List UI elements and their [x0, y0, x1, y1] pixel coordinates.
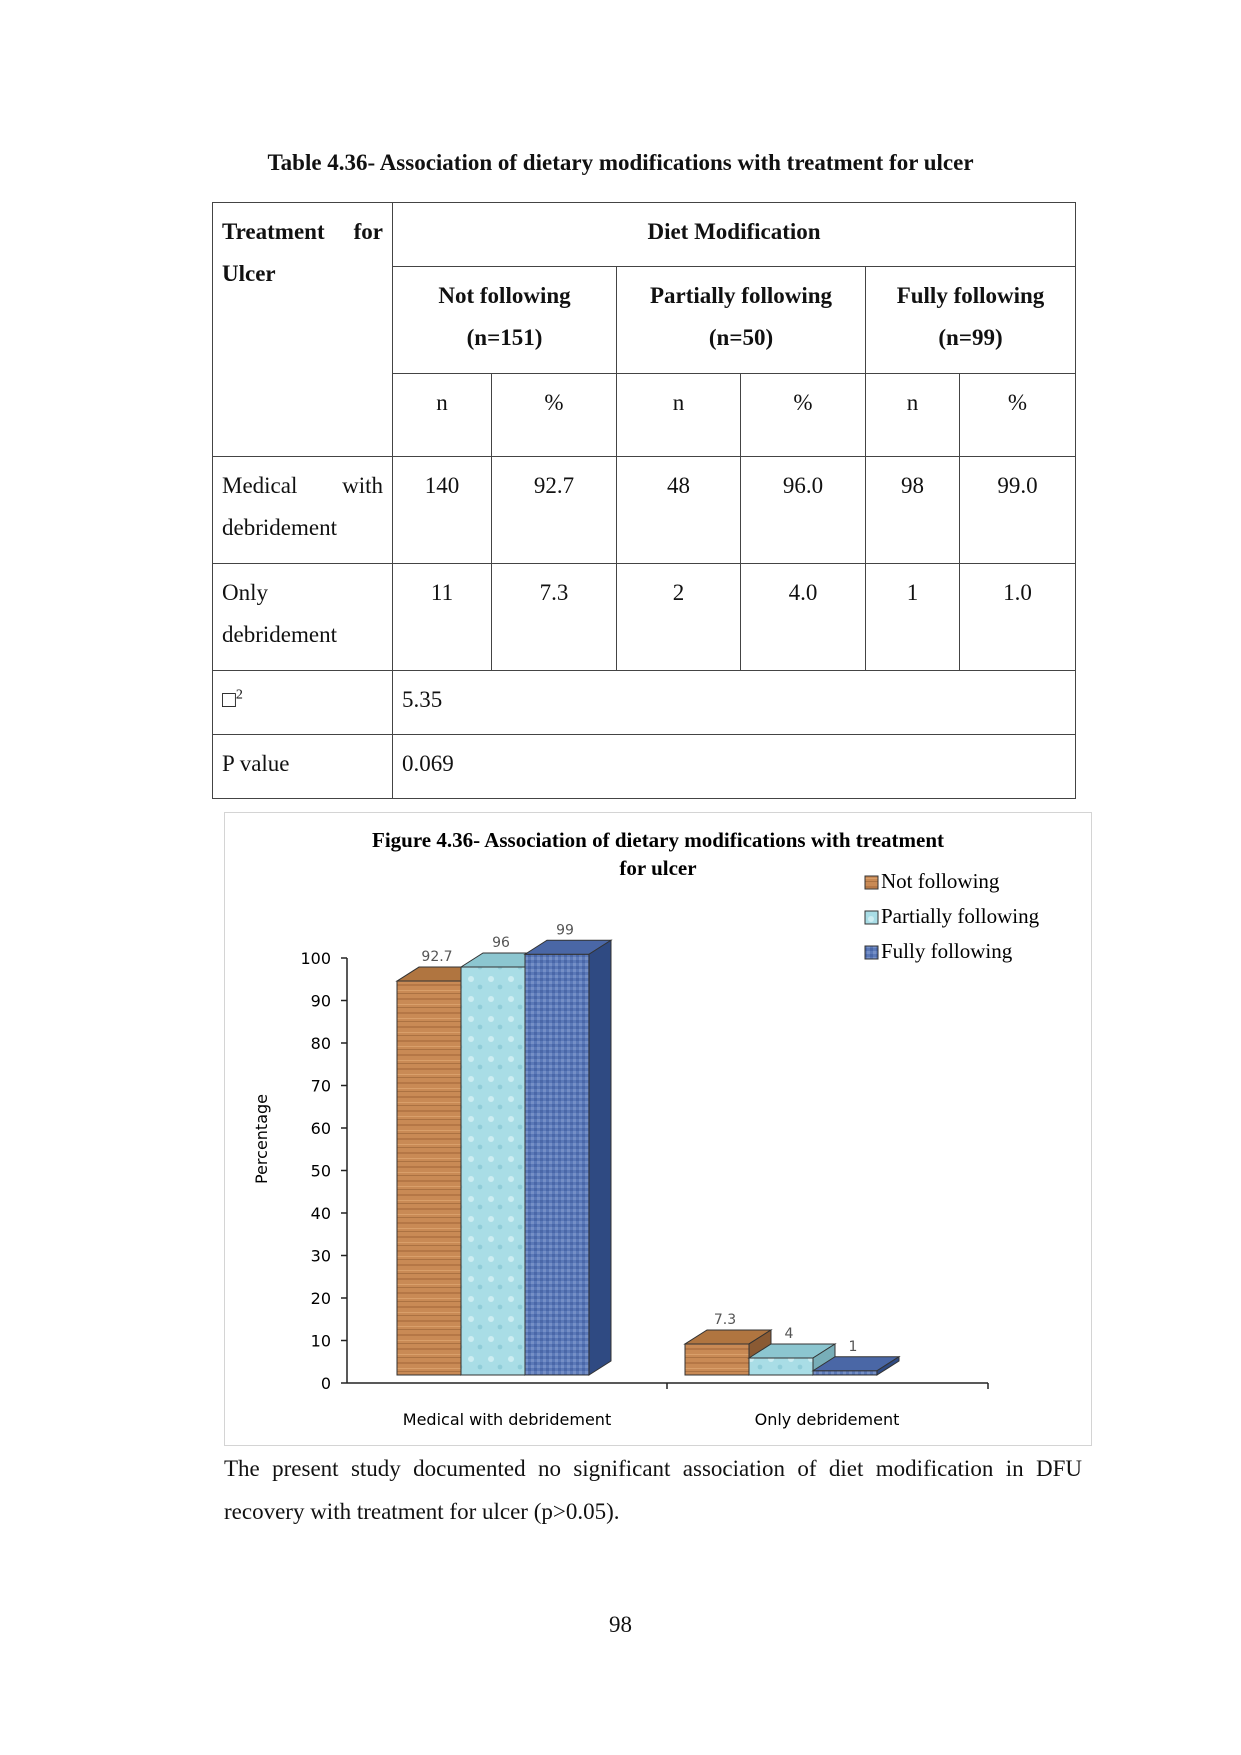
y-tick-label: 40: [310, 1204, 331, 1223]
y-tick-label: 70: [310, 1076, 331, 1096]
table-cell: 1.0: [960, 564, 1076, 671]
y-tick-label: 10: [310, 1331, 331, 1351]
subheader-percent: %: [960, 374, 1076, 457]
table-cell: 98: [866, 457, 960, 564]
page-number: 98: [609, 1612, 632, 1637]
bar: [813, 1371, 877, 1375]
data-label: 1: [848, 1338, 858, 1355]
subheader-n: n: [617, 374, 741, 457]
row-header-label: Treatment for Ulcer: [213, 203, 393, 457]
data-label: 99: [556, 922, 574, 939]
table-cell: 11: [393, 564, 492, 671]
x-tick-label: Medical with debridement: [402, 1410, 612, 1429]
y-tick-label: 30: [310, 1246, 331, 1266]
table-row: [213, 457, 1076, 564]
table-cell: 140: [393, 457, 492, 564]
data-label: 92.7: [421, 949, 453, 966]
group-header-not-following: Not following (n=151): [393, 267, 617, 374]
subheader-percent: %: [741, 374, 866, 457]
p-value-label: P value: [213, 735, 393, 799]
bar: [461, 967, 525, 1375]
p-value: 0.069: [393, 735, 1076, 799]
table-cell: 4.0: [741, 564, 866, 671]
table-cell: 48: [617, 457, 741, 564]
bar-chart: [225, 813, 1091, 1445]
association-table: [212, 202, 1076, 799]
data-label: 96: [492, 935, 510, 951]
chi-square-label: □$^2$: [213, 671, 393, 735]
x-tick-label: Only debridement: [754, 1410, 900, 1429]
row-label: Only debridement: [213, 564, 393, 671]
bar-side-face: [589, 940, 611, 1375]
subheader-n: n: [866, 374, 960, 457]
body-paragraph: The present study documented no significant association of diet modification in DFU recovery with treatment for ulcer (p>0.05).: [224, 1456, 1082, 1524]
y-tick-label: 100: [300, 949, 331, 968]
table-row: [213, 564, 1076, 671]
table-cell: 7.3: [492, 564, 617, 671]
legend-label: Partially following: [881, 904, 1040, 928]
table-cell: 1: [866, 564, 960, 671]
row-label: Medical with debridement: [213, 457, 393, 564]
y-tick-label: 0: [320, 1374, 331, 1393]
y-tick-label: 60: [310, 1119, 331, 1138]
legend-swatch: [865, 946, 878, 959]
y-tick-label: 20: [310, 1289, 331, 1308]
table-cell: 99.0: [960, 457, 1076, 564]
bar: [685, 1344, 749, 1375]
chart-title-line-2: for ulcer: [619, 856, 697, 880]
chart-title-line-1: Figure 4.36- Association of dietary modifications with treatment: [372, 828, 944, 852]
legend-swatch: [865, 876, 878, 889]
group-header-fully-following: Fully following (n=99): [866, 267, 1076, 374]
bar: [397, 981, 461, 1375]
data-label: 4: [784, 1326, 794, 1342]
figure-chart: [224, 812, 1092, 1446]
legend-swatch: [865, 911, 878, 924]
group-header: Diet Modification: [393, 203, 1076, 267]
data-label: 7.3: [713, 1311, 737, 1328]
chi-square-value: 5.35: [393, 671, 1076, 735]
table-caption: Table 4.36- Association of dietary modifications with treatment for ulcer: [267, 150, 974, 175]
table-cell: 96.0: [741, 457, 866, 564]
bar: [749, 1358, 813, 1375]
y-tick-label: 90: [310, 991, 331, 1011]
y-tick-label: 80: [310, 1034, 331, 1053]
y-axis-label: Percentage: [252, 1093, 271, 1185]
group-header-partially-following: Partially following (n=50): [617, 267, 866, 374]
table-cell: 92.7: [492, 457, 617, 564]
subheader-n: n: [393, 374, 492, 457]
table-cell: 2: [617, 564, 741, 671]
bar: [525, 954, 589, 1375]
y-tick-label: 50: [310, 1161, 331, 1181]
legend-label: Not following: [881, 869, 1000, 893]
legend-label: Fully following: [881, 939, 1013, 963]
subheader-percent: %: [492, 374, 617, 457]
